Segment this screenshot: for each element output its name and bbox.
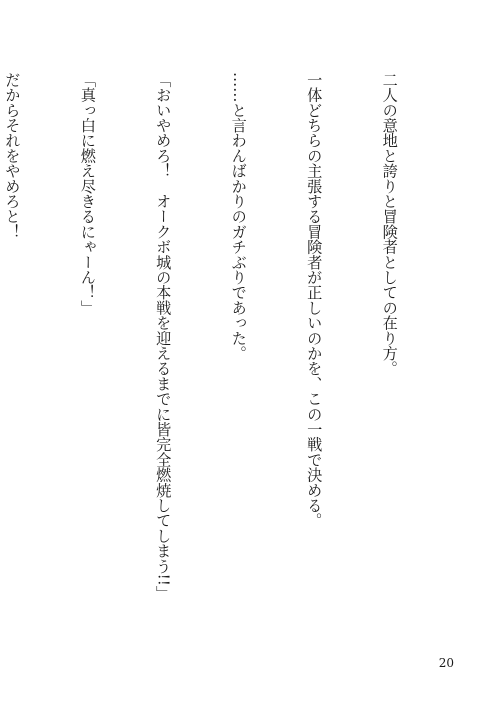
text-line-5: 「真っ白に燃え尽きるにゃーん！」 — [78, 72, 97, 316]
text-line-4: 「おいやめろ！ オークボ城の本戦を迎えるまでに皆完全燃焼してしまう!!」 — [154, 72, 173, 602]
vertical-text-body — [0, 72, 452, 676]
text-line-6: だからそれをやめろと！ — [3, 72, 22, 240]
page-number: 20 — [438, 656, 454, 670]
text-line-1: 二人の意地と誇りと冒険者としての在り方。 — [380, 72, 399, 376]
text-line-2: 一体どちらの主張する冒険者が正しいのかを、この一戦で決める。 — [305, 72, 324, 528]
text-line-3: ……と言わんばかりのガチぶりであった。 — [229, 72, 248, 361]
